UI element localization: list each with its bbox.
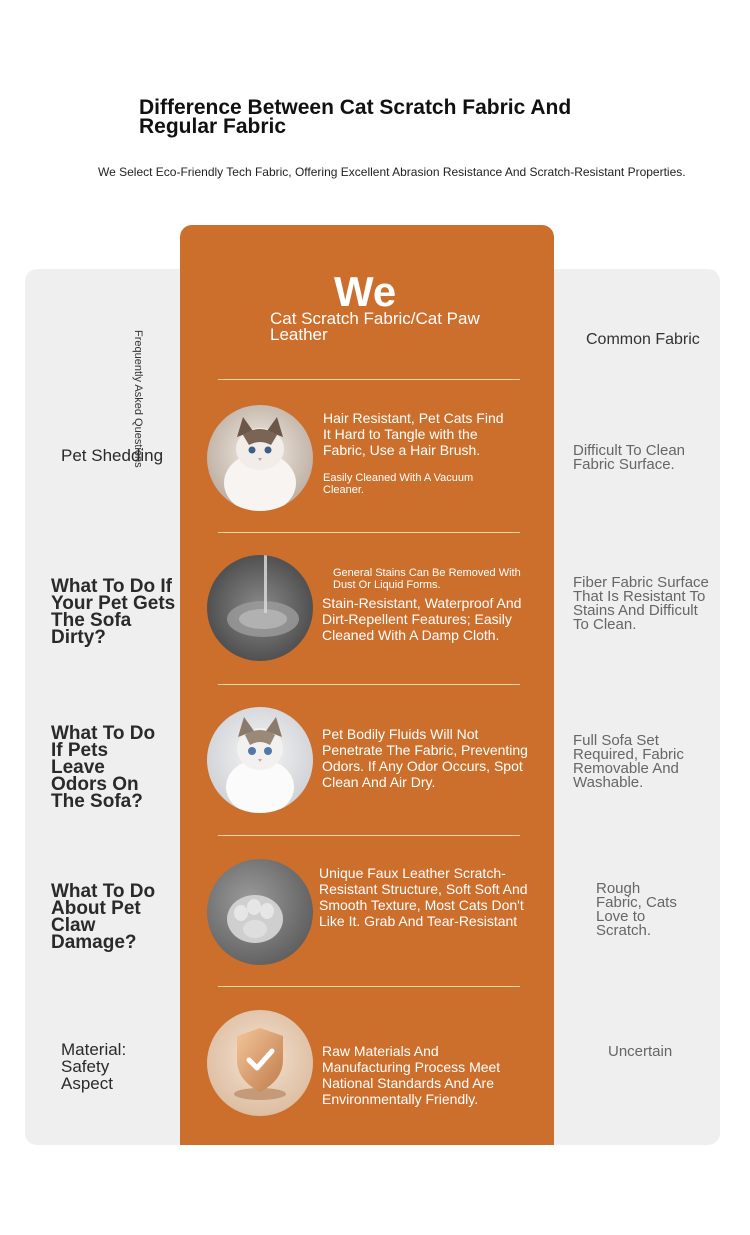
our-fabric-column (180, 225, 554, 1145)
our-benefit-text: Hair Resistant, Pet Cats Find It Hard to Tangle with the Fabric, Use a Hair Brush. (323, 410, 504, 458)
common-column-title: Common Fabric (586, 331, 700, 348)
shield-check-icon (207, 1010, 313, 1116)
row-divider (218, 684, 520, 685)
row-question: What To Do About Pet Claw Damage? (51, 881, 156, 953)
our-benefit-text: Raw Materials And Manufacturing Process Meet National Standards And Are Environmentally Friendly. (322, 1043, 501, 1107)
row-question: What To Do If Your Pet Gets The Sofa Dirty? (51, 576, 176, 648)
common-fabric-text: Difficult To Clean Fabric Surface. (573, 442, 686, 473)
common-fabric-text: Rough Fabric, Cats Love to Scratch. (596, 880, 677, 939)
common-fabric-text: Uncertain (608, 1043, 673, 1060)
our-column-subtitle: Cat Scratch Fabric/Cat Paw Leather (270, 309, 480, 344)
row-question: What To Do If Pets Leave Odors On The Sofa? (51, 723, 156, 812)
our-benefit-text: Stain-Resistant, Waterproof And Dirt-Repellent Features; Easily Cleaned With A Damp Cloth. (322, 595, 522, 643)
row-question: Pet Shedding (61, 446, 164, 465)
row-divider (218, 835, 520, 836)
our-benefit-text: Unique Faux Leather Scratch-Resistant Structure, Soft Soft And Smooth Texture, Most Cats Don't Like It. Grab And Tear-Resistant (319, 865, 528, 929)
our-benefit-text: Pet Bodily Fluids Will Not Penetrate The Fabric, Preventing Odors. If Any Odor Occurs, Spot Clean And Air Dry. (322, 726, 528, 790)
row-question: Material: Safety Aspect (61, 1040, 127, 1093)
our-column-title: We (334, 268, 397, 315)
our-benefit-note: Easily Cleaned With A Vacuum Cleaner. (323, 472, 474, 496)
common-fabric-text: Fiber Fabric Surface That Is Resistant To Stains And Difficult To Clean. (573, 574, 709, 633)
faq-vertical-label: Frequently Asked Questions (132, 330, 144, 468)
sitting-cat-photo (207, 707, 313, 813)
water-splash-photo (207, 555, 313, 661)
row-divider (218, 986, 520, 987)
common-fabric-text: Full Sofa Set Required, Fabric Removable And Washable. (573, 732, 684, 791)
page-title: Difference Between Cat Scratch Fabric And Regular Fabric (139, 96, 572, 138)
row-divider (218, 532, 520, 533)
cat-paw-photo (207, 859, 313, 965)
ragdoll-cat-photo (207, 405, 313, 511)
row-divider (218, 379, 520, 380)
our-benefit-note: General Stains Can Be Removed With Dust Or Liquid Forms. (333, 567, 521, 591)
page-subtitle: We Select Eco-Friendly Tech Fabric, Offering Excellent Abrasion Resistance And Scratch-Resistant Properties. (98, 165, 686, 179)
